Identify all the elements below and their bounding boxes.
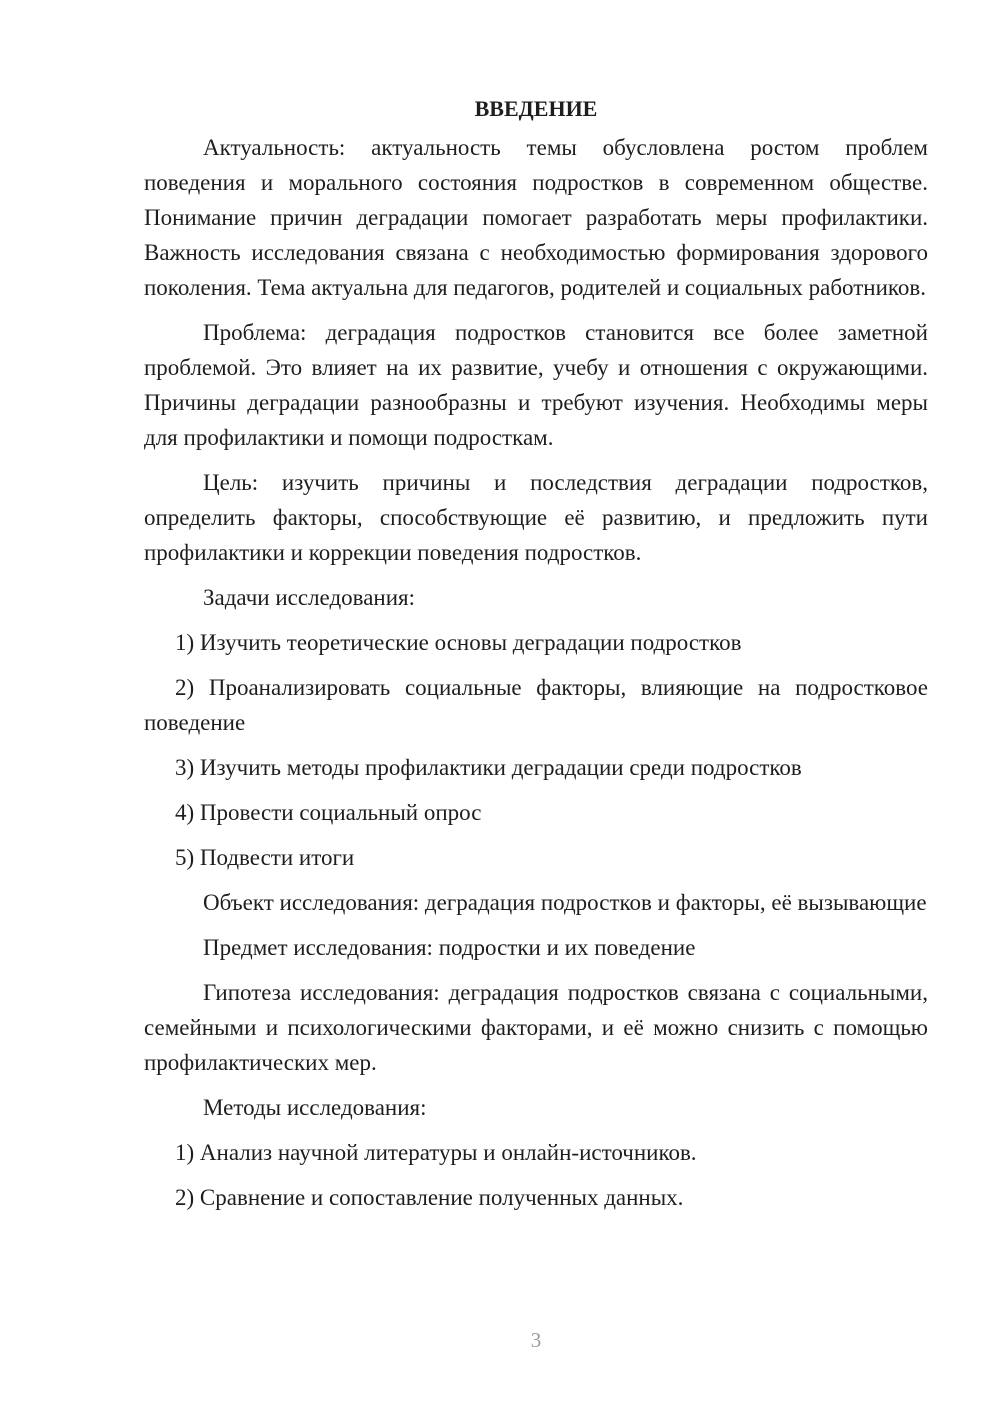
section-title: ВВЕДЕНИЕ	[474, 96, 598, 121]
methods-heading: Методы исследования:	[203, 1095, 427, 1120]
method-item-2: 2) Сравнение и сопоставление полученных данных.	[175, 1185, 684, 1210]
page-number: 3	[530, 1328, 542, 1352]
task-item-2: 2) Проанализировать социальные факторы, влияющие на подростковое поведение	[144, 675, 928, 735]
relevance-paragraph: Актуальность: актуальность темы обусловлена ростом проблем поведения и морального состояния подростков в современном обществе. Понимание причин деградации помогает разработать меры профилактики. Важность исследования связана с необходимостью формирования здорового поколения. Тема актуальна для педагогов, родителей и социальных работников.	[144, 135, 928, 300]
hypothesis-paragraph: Гипотеза исследования: деградация подростков связана с социальными, семейными и психологическими факторами, и её можно снизить с помощью профилактических мер.	[144, 980, 928, 1075]
object-paragraph: Объект исследования: деградация подростков и факторы, её вызывающие	[203, 890, 927, 915]
task-item-4: 4) Провести социальный опрос	[175, 800, 482, 825]
tasks-heading: Задачи исследования:	[203, 585, 416, 610]
task-item-1: 1) Изучить теоретические основы деградации подростков	[175, 630, 742, 655]
page-body	[144, 94, 928, 1225]
task-item-3: 3) Изучить методы профилактики деградации среди подростков	[175, 755, 802, 780]
goal-paragraph: Цель: изучить причины и последствия деградации подростков, определить факторы, способствующие её развитию, и предложить пути профилактики и коррекции поведения подростков.	[144, 470, 928, 565]
method-item-1: 1) Анализ научной литературы и онлайн-источников.	[175, 1140, 697, 1165]
subject-paragraph: Предмет исследования: подростки и их поведение	[203, 935, 696, 960]
problem-paragraph: Проблема: деградация подростков становится все более заметной проблемой. Это влияет на их развитие, учебу и отношения с окружающими. Причины деградации разнообразны и требуют изучения. Необходимы меры для профилактики и помощи подросткам.	[144, 320, 928, 450]
task-item-5: 5) Подвести итоги	[175, 845, 355, 870]
